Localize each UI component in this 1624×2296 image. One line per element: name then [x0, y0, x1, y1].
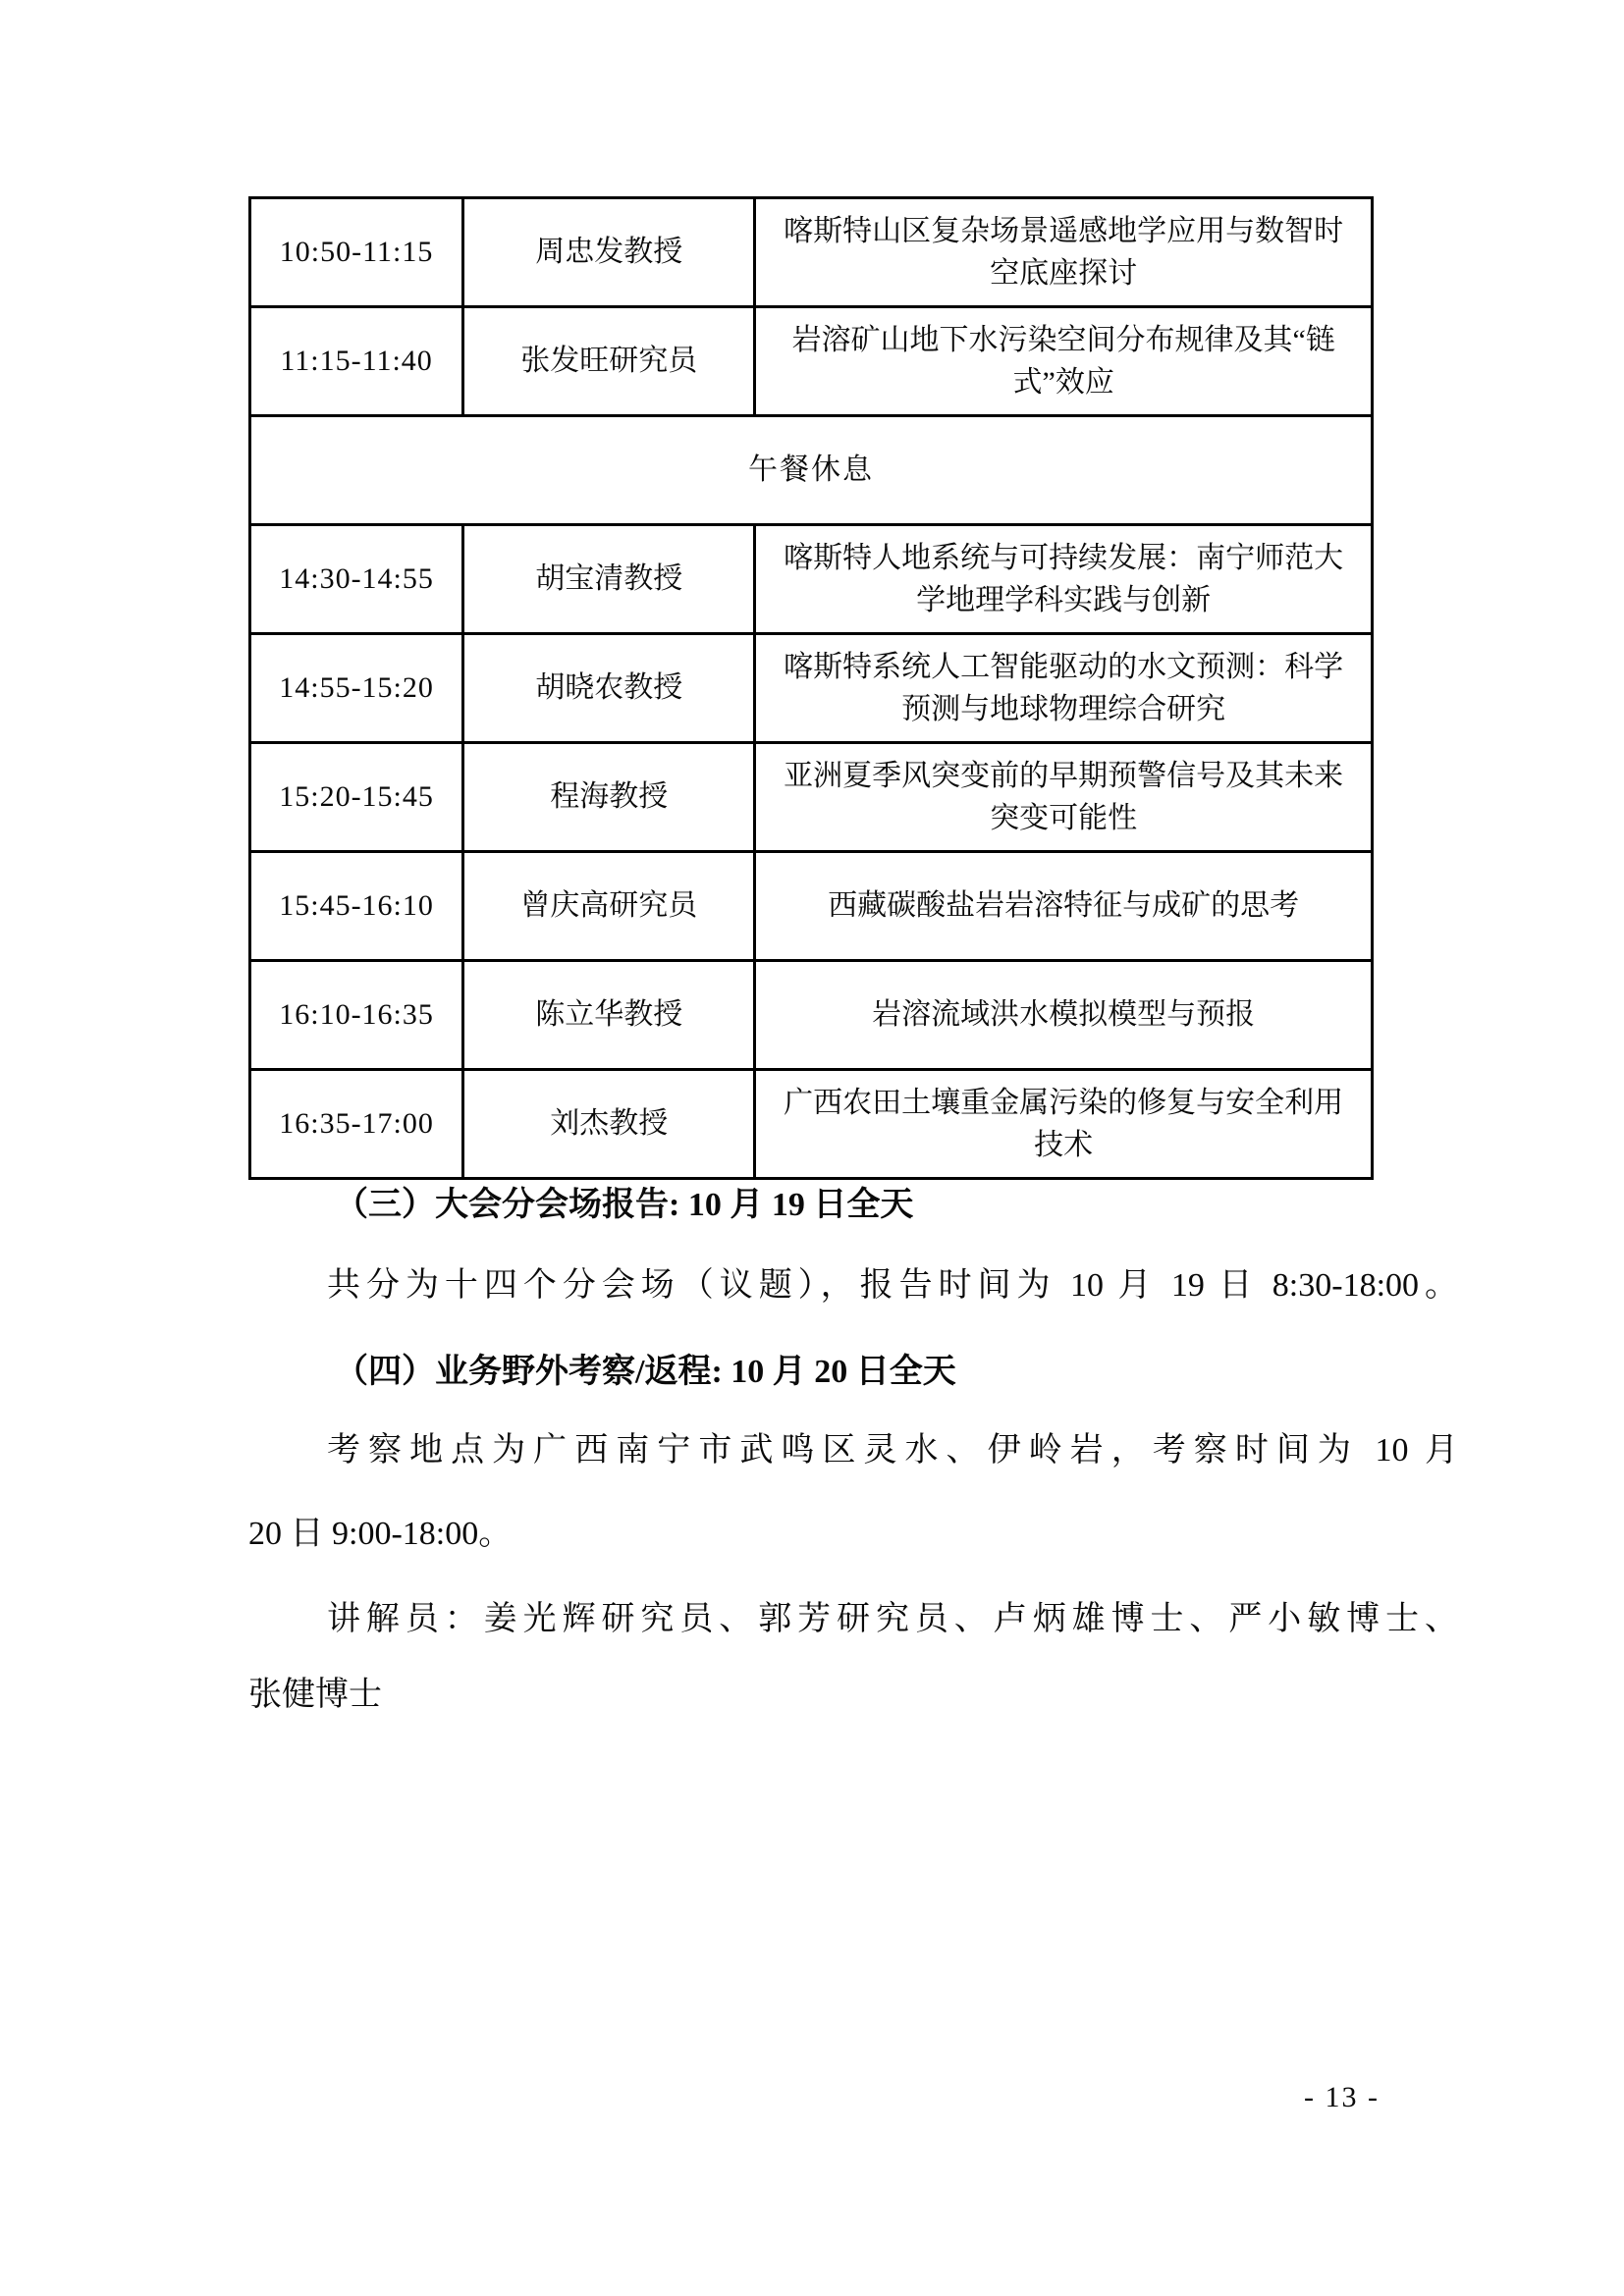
table-row: [250, 525, 1373, 634]
table-row: [250, 634, 1373, 743]
section-4-para1-line1: 考察地点为广西南宁市武鸣区灵水、伊岭岩，考察时间为 10 月: [327, 1432, 1458, 1468]
title-cell: 岩溶流域洪水模拟模型与预报: [755, 961, 1373, 1070]
time-cell: 10:50-11:15: [250, 198, 463, 307]
table-row-lunch-break: [250, 416, 1373, 525]
section-4-para2-line1: 讲解员：姜光辉研究员、郭芳研究员、卢炳雄博士、严小敏博士、: [327, 1601, 1458, 1637]
time-cell: 16:35-17:00: [250, 1070, 463, 1179]
section-heading-4: （四）业务野外考察/返程: 10 月 20 日全天: [335, 1354, 956, 1390]
speaker-cell: 曾庆高研究员: [463, 852, 755, 961]
speaker-cell: 胡晓农教授: [463, 634, 755, 743]
speaker-cell: 张发旺研究员: [463, 307, 755, 416]
title-cell: 喀斯特山区复杂场景遥感地学应用与数智时空底座探讨: [755, 198, 1373, 307]
time-cell: 14:55-15:20: [250, 634, 463, 743]
title-cell: 喀斯特系统人工智能驱动的水文预测：科学预测与地球物理综合研究: [755, 634, 1373, 743]
speaker-cell: 陈立华教授: [463, 961, 755, 1070]
time-cell: 15:45-16:10: [250, 852, 463, 961]
title-cell: 岩溶矿山地下水污染空间分布规律及其“链式”效应: [755, 307, 1373, 416]
table-row: [250, 1070, 1373, 1179]
section-3-body: 共分为十四个分会场（议题），报告时间为 10 月 19 日 8:30-18:00。: [327, 1267, 1458, 1304]
section-heading-3: （三）大会分会场报告: 10 月 19 日全天: [335, 1187, 914, 1223]
table-row: [250, 743, 1373, 852]
table-row: [250, 307, 1373, 416]
speaker-cell: 周忠发教授: [463, 198, 755, 307]
time-cell: 16:10-16:35: [250, 961, 463, 1070]
schedule-table: [248, 196, 1374, 1180]
section-4-para1-line2: 20 日 9:00-18:00。: [248, 1516, 513, 1552]
table-row: [250, 852, 1373, 961]
title-cell: 广西农田土壤重金属污染的修复与安全利用技术: [755, 1070, 1373, 1179]
time-cell: 15:20-15:45: [250, 743, 463, 852]
title-cell: 喀斯特人地系统与可持续发展：南宁师范大学地理学科实践与创新: [755, 525, 1373, 634]
page-number: - 13 -: [1304, 2081, 1380, 2113]
title-cell: 亚洲夏季风突变前的早期预警信号及其未来突变可能性: [755, 743, 1373, 852]
table-row: [250, 961, 1373, 1070]
time-cell: 11:15-11:40: [250, 307, 463, 416]
lunch-break-cell: 午餐休息: [250, 416, 1373, 525]
speaker-cell: 程海教授: [463, 743, 755, 852]
time-cell: 14:30-14:55: [250, 525, 463, 634]
title-cell: 西藏碳酸盐岩岩溶特征与成矿的思考: [755, 852, 1373, 961]
table-row: [250, 198, 1373, 307]
speaker-cell: 刘杰教授: [463, 1070, 755, 1179]
speaker-cell: 胡宝清教授: [463, 525, 755, 634]
section-4-para2-line2: 张健博士: [248, 1677, 382, 1713]
